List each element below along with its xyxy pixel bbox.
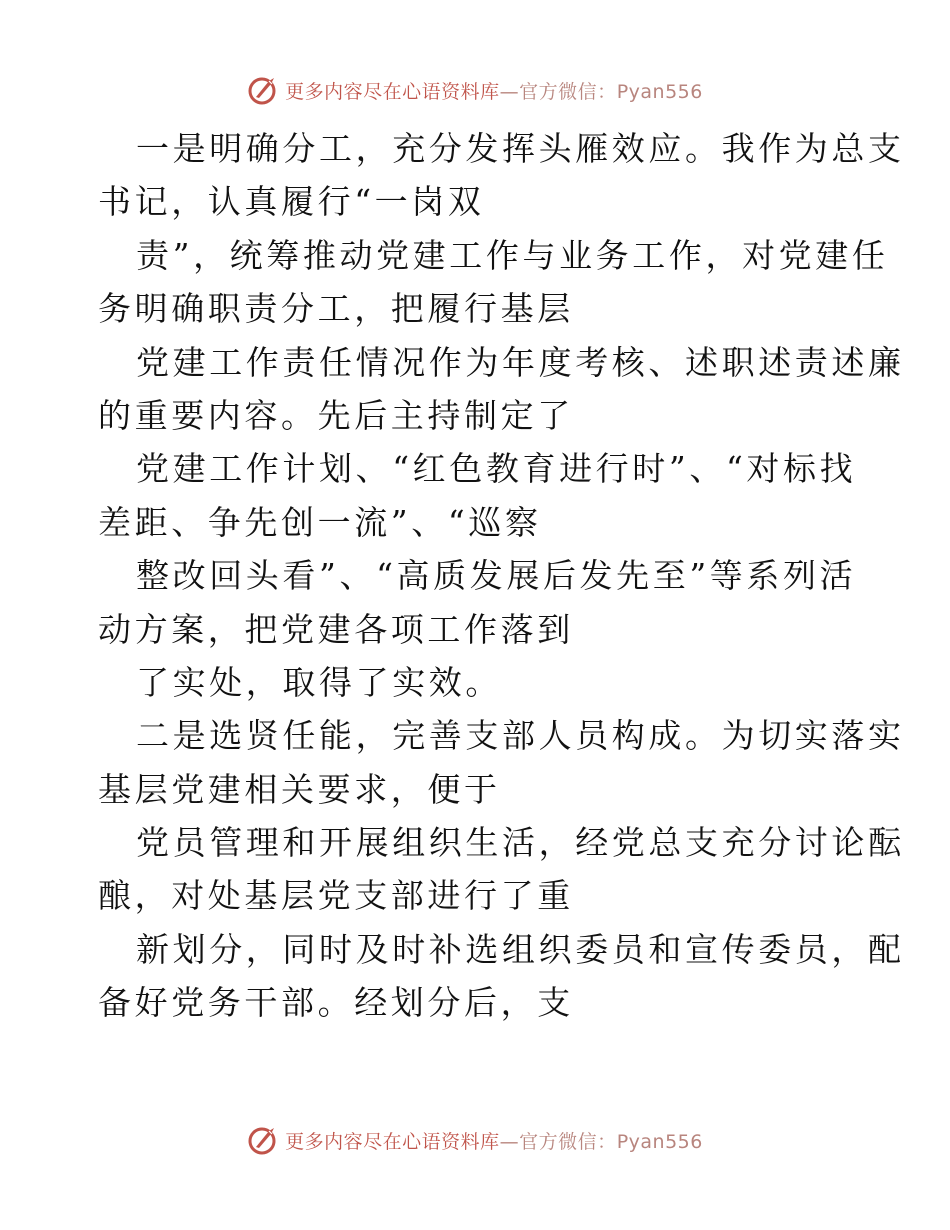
paragraph-line: 了实处，取得了实效。 bbox=[136, 662, 502, 702]
footer-text-wechat: 官方微信： bbox=[519, 1130, 617, 1153]
quill-pen-circle-icon bbox=[247, 73, 281, 107]
header-text bbox=[285, 77, 703, 104]
paragraph-line: 党建工作计划、“红色教育进行时”、“对标找 bbox=[136, 449, 857, 489]
header-text-wechat: 官方微信： bbox=[519, 80, 617, 103]
paragraph-line: 酿，对处基层党支部进行了重 bbox=[98, 876, 574, 916]
footer-text bbox=[285, 1127, 703, 1154]
paragraph-line: 动方案，把党建各项工作落到 bbox=[98, 609, 574, 649]
footer-text-main: 更多内容尽在心语资料库 bbox=[285, 1130, 500, 1153]
header-banner bbox=[0, 70, 950, 110]
quill-pen-circle-icon bbox=[247, 1123, 281, 1157]
paragraph-line: 基层党建相关要求，便于 bbox=[98, 769, 501, 809]
document-body bbox=[98, 122, 905, 1030]
footer-banner bbox=[0, 1120, 950, 1160]
paragraph-line: 责”，统筹推动党建工作与业务工作，对党建任 bbox=[136, 235, 889, 275]
paragraph-line: 书记，认真履行“一岗双 bbox=[98, 182, 485, 222]
header-text-sep: — bbox=[499, 80, 520, 103]
paragraph-line: 二是选贤任能，完善支部人员构成。为切实落实 bbox=[136, 716, 905, 756]
paragraph-line: 党建工作责任情况作为年度考核、述职述责述廉 bbox=[136, 342, 905, 382]
paragraph-line: 备好党务干部。经划分后，支 bbox=[98, 983, 574, 1023]
header-text-main: 更多内容尽在心语资料库 bbox=[285, 80, 500, 103]
paragraph-line: 务明确职责分工，把履行基层 bbox=[98, 289, 574, 329]
header-text-id: Pyan556 bbox=[616, 80, 703, 103]
footer-text-id: Pyan556 bbox=[616, 1130, 703, 1153]
footer-text-sep: — bbox=[499, 1130, 520, 1153]
paragraph-line: 一是明确分工，充分发挥头雁效应。我作为总支 bbox=[136, 129, 905, 168]
paragraph-line: 整改回头看”、“高质发展后发先至”等系列活 bbox=[136, 556, 857, 596]
paragraph-line: 的重要内容。先后主持制定了 bbox=[98, 395, 574, 435]
paragraph-line: 差距、争先创一流”、“巡察 bbox=[98, 502, 542, 542]
paragraph-line: 新划分，同时及时补选组织委员和宣传委员，配 bbox=[136, 929, 905, 969]
paragraph-line: 党员管理和开展组织生活，经党总支充分讨论酝 bbox=[136, 823, 905, 863]
